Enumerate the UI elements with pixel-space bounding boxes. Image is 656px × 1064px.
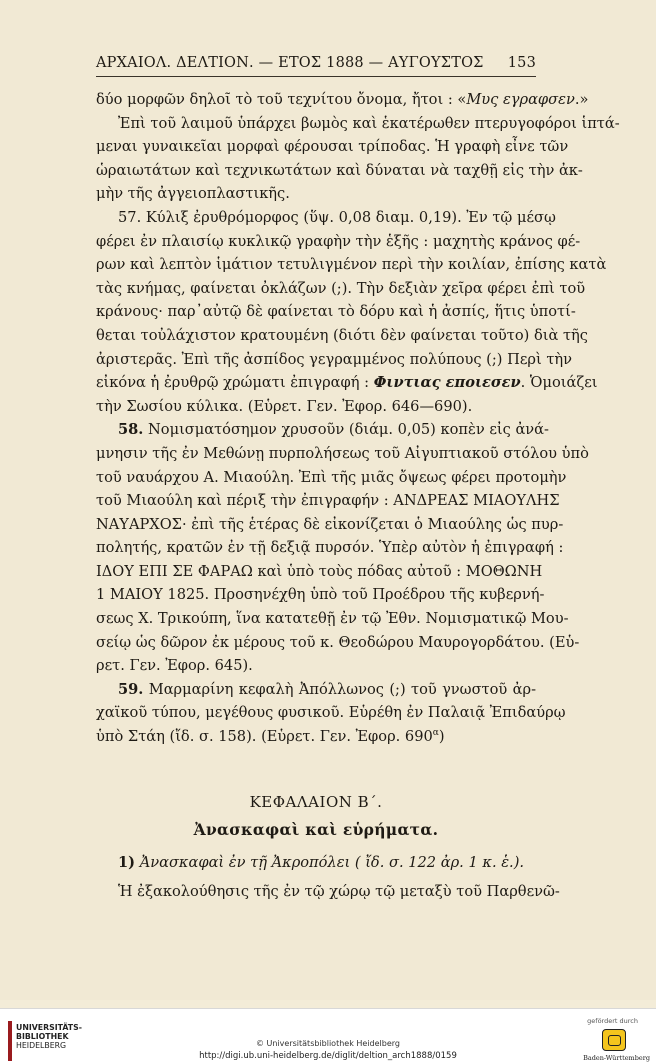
source-link[interactable]: http://digi.ub.uni-heidelberg.de/diglit/deltion_arch1888/0159 [199,1051,457,1061]
item-number: 1) [118,853,136,871]
text-line: 58. Νομισματόσημον χρυσοῦν (διάμ. 0,05) κοπὲν εἰς ἀνά- [118,421,549,439]
funder-label: Baden-Württemberg [583,1054,650,1062]
inscription-text: Φιντιας εποιεσεν [373,374,521,392]
text-line: χαϊκοῦ τύπου, μεγέθους φυσικοῦ. Εὑρέθη ἐν Παλαιᾷ Ἐπιδαύρῳ [96,704,566,722]
text-line: τὰς κνήμας, φαίνεται ὀκλάζων (;). Τὴν δεξιὰν χεῖρα φέρει ἐπὶ τοῦ [96,279,586,297]
text-line: ΙΔΟΥ ΕΠΙ ΣΕ ΦΑΡΑΩ καὶ ὑπὸ τοὺς πόδας αὐτοῦ : ΜΟΘΩΝΗ [96,562,543,580]
text-line: μεναι γυναικεῖαι μορφαὶ φέρουσαι τρίποδας. Ἡ γραφὴ εἶνε τῶν [96,138,569,156]
running-title: ΑΡΧΑΙΟΛ. ΔΕΛΤΙΟΝ. — ΕΤΟΣ 1888 — ΑΥΓΟΥΣΤΟΣ [96,55,484,71]
item-number: 58. [118,421,144,439]
body-text [96,88,620,904]
copyright-notice: © Universitätsbibliothek Heidelberg [255,1039,400,1048]
text-line: ρετ. Γεν. Ἐφορ. 645). [96,657,253,675]
text-line: ὡραιωτάτων καὶ τεχνικωτάτων καὶ δύναται νὰ ταχθῇ εἰς τὴν ἀκ- [96,161,583,179]
text-line: μνησιν τῆς ἐν Μεθώνῃ πυρπολήσεως τοῦ Αἰγυπτιακοῦ στόλου ὑπὸ [96,444,589,462]
text-line: τοῦ Μιαούλη καὶ πέριξ τὴν ἐπιγραφήν : ΑΝΔΡΕΑΣ ΜΙΑΟΥΛΗΣ [96,492,560,510]
text-line: ἀριστερᾶς. Ἐπὶ τῆς ἀσπίδος γεγραμμένος πολύπους (;) Περὶ τὴν [96,350,573,368]
text-line: σείῳ ὡς δῶρον ἐκ μέρους τοῦ κ. Θεοδώρου Μαυρογορδάτου. (Εὑ- [96,633,580,651]
text-line: μὴν τῆς ἀγγειοπλαστικῆς. [96,185,290,203]
section-heading: 1) Ἀνασκαφαὶ ἐν τῇ Ἀκροπόλει ( ἴδ. σ. 122 ἀρ. 1 κ. ἑ.). [118,853,525,871]
library-logo: UNIVERSITÄTS- BIBLIOTHEK HEIDELBERG [8,1021,78,1061]
page-number: 153 [507,55,536,71]
text-line: φέρει ἐν πλαισίῳ κυκλικῷ γραφὴν τὴν ἑξῆς : μαχητὴς κράνος φέ- [96,232,581,250]
text-line: Ἡ ἐξακολούθησις τῆς ἐν τῷ χώρῳ τῷ μεταξὺ τοῦ Παρθενῶ- [118,883,560,901]
baden-wuerttemberg-logo-icon [602,1029,626,1051]
text-line: Ἐπὶ τοῦ λαιμοῦ ὑπάρχει βωμὸς καὶ ἑκατέρωθεν πτερυγοφόροι ἱπτά- [118,114,620,132]
text-line: 1 ΜΑΙΟΥ 1825. Προσηνέχθη ὑπὸ τοῦ Προέδρου τῆς κυβερνή- [96,586,545,604]
text-line: θεται τοὐλάχιστον κρατουμένη (διότι δὲν φαίνεται τοῦτο) διὰ τῆς [96,326,588,344]
chapter-title: ΚΕΦΑΛΑΙΟΝ Β΄. [249,792,383,811]
text-line: ὑπὸ Στάη (ἴδ. σ. 158). (Εὑρετ. Γεν. Ἐφορ. $690^\alpha$) [96,728,445,746]
spacer [96,749,536,767]
item-number: 59. [118,680,144,698]
inscription-text: Μυς εγραφσεν [466,91,575,108]
text-line: ρων καὶ λεπτὸν ἱμάτιον τετυλιγμένον περὶ τὴν κοιλίαν, ἐπίσης κατὰ [96,256,607,274]
text-line: σεως Χ. Τρικούπη, ἵνα κατατεθῇ ἐν τῷ Ἐθν. Νομισματικῷ Μου- [96,610,569,628]
funded-by-label: gefördert durch [587,1017,638,1025]
text-line: εἰκόνα ἡ ἐρυθρῷ χρώματι ἐπιγραφή : Φιντιας εποιεσεν. Ὁμοιάζει [96,374,598,392]
superscript: α [432,728,439,739]
text-line: τὴν Σωσίου κύλικα. (Εὑρετ. Γεν. Ἐφορ. 646—690). [96,397,473,415]
text-line: 59. Μαρμαρίνη κεφαλὴ Ἀπόλλωνος (;) τοῦ γνωστοῦ ἀρ- [118,680,536,698]
section-subheading: Ἀνασκαφαὶ καὶ εὑρήματα. [193,819,439,839]
text-line: 57. Κύλιξ ἐρυθρόμορφος (ὕψ. 0,08 διαμ. 0,19). Ἐν τῷ μέσῳ [118,208,556,226]
text-line: δύο μορφῶν δηλοῖ τὸ τοῦ τεχνίτου ὄνομα, ἤτοι : «Μυς εγραφσεν.» [96,91,589,108]
footer-bar [0,1008,656,1064]
text-line: τοῦ ναυάρχου Α. Μιαούλη. Ἐπὶ τῆς μιᾶς ὄψεως φέρει προτομὴν [96,468,567,486]
text-line: κράνους· παρ᾽αὐτῷ δὲ φαίνεται τὸ δόρυ καὶ ἡ ἀσπίς, ἥτις ὑποτί- [96,303,576,321]
text-line: ΝΑΥΑΡΧΟΣ· ἐπὶ τῆς ἑτέρας δὲ εἰκονίζεται ὁ Μιαούλης ὡς πυρ- [96,515,564,533]
text-line: πολητής, κρατῶν ἐν τῇ δεξιᾷ πυρσόν. Ὑπὲρ αὐτὸν ἡ ἐπιγραφή : [96,539,564,557]
running-header [96,52,536,77]
